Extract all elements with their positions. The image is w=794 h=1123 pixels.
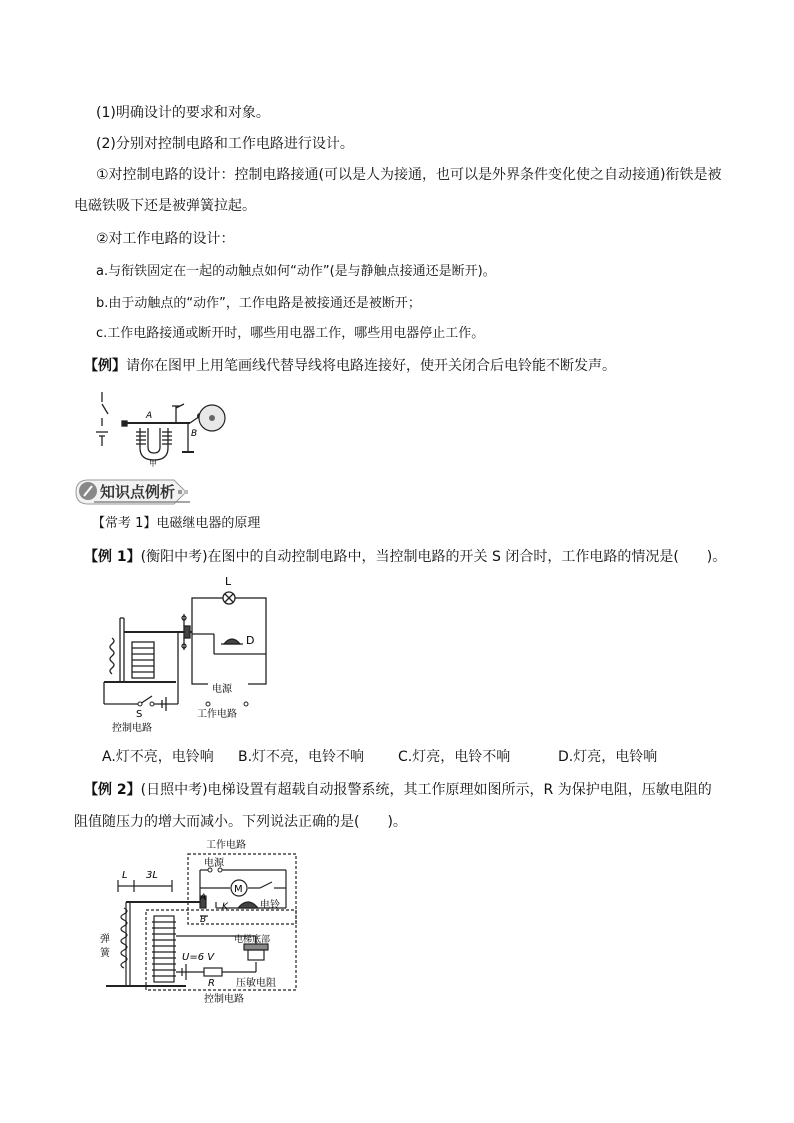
- example-2-line-1: [84, 780, 712, 800]
- work-design-b: b.由于动触点的“动作”，工作电路是被接通还是被断开；: [96, 296, 421, 311]
- bell-label: 电铃: [260, 900, 280, 911]
- power-label: 电源: [204, 858, 224, 869]
- work-circuit-label: 工作电路: [206, 840, 246, 851]
- lamp-label: L: [225, 575, 232, 588]
- voltage-label: U=6 V: [182, 952, 215, 963]
- example-text: 请你在图甲上用笔画线代替导线将电路连接好，使开关闭合后电铃能不断发声。: [126, 358, 616, 374]
- example-2-tag: 【例 2】: [84, 782, 141, 798]
- work-design-c: c.工作电路接通或断开时，哪些用电器工作，哪些用电器停止工作。: [96, 326, 485, 341]
- resistor-label: R: [208, 978, 215, 989]
- example-1-tag: 【例 1】: [84, 549, 141, 565]
- section-1-title: 【常考 1】电磁继电器的原理: [92, 516, 261, 531]
- example-0: [84, 356, 616, 376]
- spring-label: 弹: [100, 934, 110, 945]
- power-terminal: [244, 702, 248, 706]
- label-a: A: [146, 411, 153, 421]
- control-design-line-1: ①对控制电路的设计：控制电路接通(可以是人为接通，也可以是外界条件变化使之自动接通)衔铁是被: [96, 167, 722, 183]
- figure-caption: 甲: [149, 459, 157, 468]
- spring-label-2: 簧: [100, 948, 110, 959]
- work-design-a: a.与衔铁固定在一起的动触点如何“动作”(是与静触点接通还是断开)。: [96, 264, 496, 279]
- option-a: A.灯不亮，电铃响: [102, 749, 214, 765]
- example-1: [84, 547, 726, 567]
- section-banner: [74, 476, 194, 506]
- banner-title: 知识点例析: [100, 483, 176, 501]
- length-label: L: [122, 870, 128, 881]
- figure-example-1: [96, 574, 272, 734]
- option-b: B.灯不亮，电铃不响: [238, 749, 365, 765]
- figure-example-2: [96, 836, 306, 1006]
- step-2: (2)分别对控制电路和工作电路进行设计。: [96, 136, 354, 152]
- switch-label: S: [136, 709, 143, 720]
- motor-label: M: [234, 884, 243, 895]
- bell-label: D: [246, 634, 255, 647]
- option-d: D.灯亮，电铃响: [558, 749, 658, 765]
- sensor-label: 压敏电阻: [236, 978, 276, 989]
- elevator-floor-label: 电梯底部: [234, 935, 271, 945]
- control-circuit-label: 控制电路: [112, 723, 152, 734]
- example-2-text: (日照中考)电梯设置有超载自动报警系统，其工作原理如图所示，R 为保护电阻，压敏电阻的: [140, 782, 712, 798]
- step-1: (1)明确设计的要求和对象。: [96, 105, 270, 121]
- label-b: B: [191, 429, 198, 439]
- work-circuit-label: 工作电路: [197, 709, 237, 720]
- figure-jia: [88, 384, 228, 466]
- example-1-text: (衡阳中考)在图中的自动控制电路中，当控制电路的开关 S 闭合时，工作电路的情况是( )。: [140, 549, 727, 565]
- contact-a-label: A: [200, 893, 207, 903]
- length-3l-label: 3L: [146, 870, 158, 881]
- example-2-line-2: 阻值随压力的增大而减小。下列说法正确的是( )。: [74, 814, 407, 830]
- example-tag: 【例】: [84, 358, 126, 374]
- contact-b-label: B: [200, 915, 207, 925]
- contact-k-label: K: [222, 902, 228, 912]
- power-label: 电源: [212, 684, 232, 695]
- power-terminal: [206, 702, 210, 706]
- control-design-line-2: 电磁铁吸下还是被弹簧拉起。: [74, 198, 256, 214]
- option-c: C.灯亮，电铃不响: [398, 749, 511, 765]
- work-design-heading: ②对工作电路的设计：: [96, 231, 235, 247]
- control-circuit-label: 控制电路: [204, 994, 244, 1005]
